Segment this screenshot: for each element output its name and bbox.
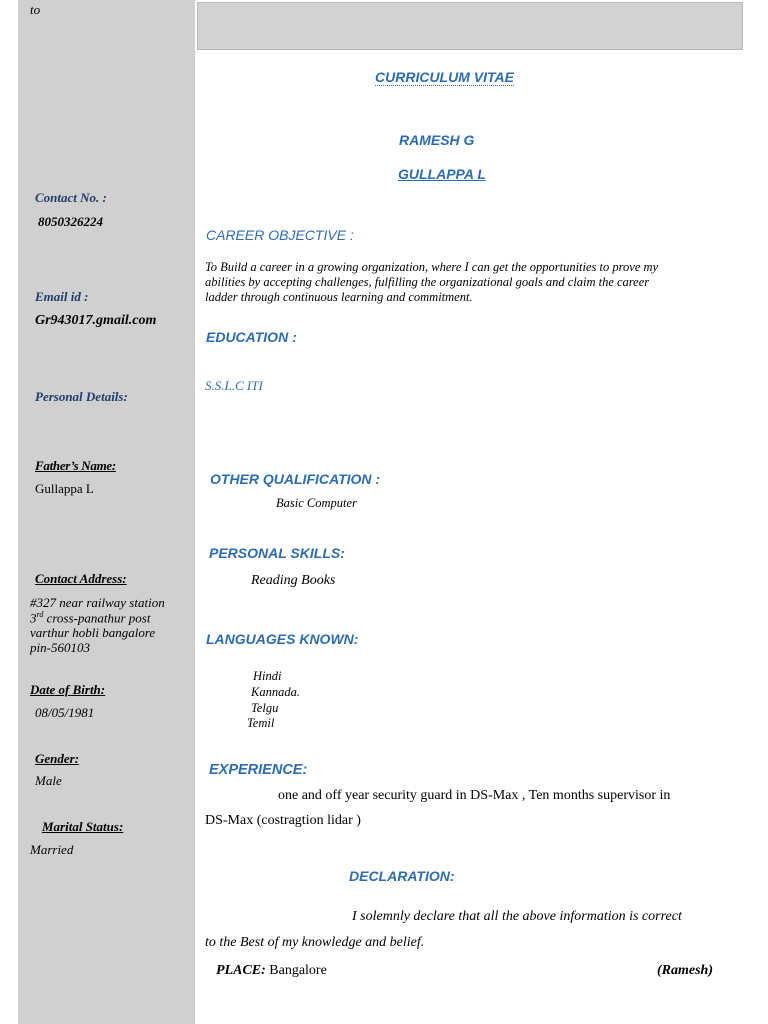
gender-value: Male bbox=[35, 773, 62, 788]
father-name-value: Gullappa L bbox=[35, 481, 94, 496]
header-banner bbox=[197, 2, 743, 50]
candidate-father-name: GULLAPPA L bbox=[398, 166, 486, 182]
candidate-name: RAMESH G bbox=[399, 132, 475, 148]
signature: (Ramesh) bbox=[657, 963, 713, 978]
education-value: S.S.L.C ITI bbox=[205, 378, 263, 393]
personal-skills-value: Reading Books bbox=[251, 573, 336, 588]
contact-label: Contact No. : bbox=[35, 190, 107, 205]
place-value: Bangalore bbox=[265, 963, 327, 978]
address-line-2: 3rd cross-panathur post bbox=[30, 610, 151, 626]
sidebar-top-text: to bbox=[30, 2, 41, 17]
marital-status-label: Marital Status: bbox=[42, 819, 124, 834]
language-item: Telgu bbox=[251, 701, 279, 715]
career-line-3: ladder through continuous learning and commitment. bbox=[205, 290, 473, 304]
other-qualification-value: Basic Computer bbox=[276, 496, 357, 510]
personal-details-label: Personal Details: bbox=[35, 389, 128, 404]
email-value: Gr943017.gmail.com bbox=[35, 313, 157, 328]
other-qualification-heading: OTHER QUALIFICATION : bbox=[210, 471, 381, 487]
father-name-label: Father’s Name: bbox=[35, 458, 116, 473]
place-label: PLACE: bbox=[216, 963, 266, 978]
language-item: Temil bbox=[247, 716, 275, 730]
declaration-line-1: I solemnly declare that all the above information is correct bbox=[352, 909, 682, 924]
experience-line-2: DS-Max (costragtion lidar ) bbox=[205, 813, 361, 828]
left-sidebar bbox=[18, 0, 195, 1024]
address-line-4: pin-560103 bbox=[30, 640, 90, 655]
gender-label: Gender: bbox=[35, 751, 80, 766]
marital-status-value: Married bbox=[30, 842, 74, 857]
declaration-line-2: to the Best of my knowledge and belief. bbox=[205, 935, 425, 950]
language-item: Hindi bbox=[253, 669, 282, 683]
dob-label: Date of Birth: bbox=[30, 682, 106, 697]
address-line-1: #327 near railway station bbox=[30, 595, 165, 610]
experience-line-1: one and off year security guard in DS-Max , Ten months supervisor in bbox=[278, 788, 671, 803]
language-item: Kannada. bbox=[251, 685, 300, 699]
address-line-3: varthur hobli bangalore bbox=[30, 625, 156, 640]
languages-heading: LANGUAGES KNOWN: bbox=[206, 631, 359, 647]
personal-skills-heading: PERSONAL SKILLS: bbox=[209, 545, 345, 561]
career-line-1: To Build a career in a growing organization, where I can get the opportunities to prove my bbox=[205, 260, 659, 274]
declaration-heading: DECLARATION: bbox=[349, 868, 455, 884]
document-title: CURRICULUM VITAE bbox=[375, 69, 514, 85]
experience-heading: EXPERIENCE: bbox=[209, 762, 308, 778]
dob-value: 08/05/1981 bbox=[35, 705, 95, 720]
contact-value: 8050326224 bbox=[38, 214, 103, 229]
career-line-2: abilities by accepting challenges, fulfilling the organizational goals and claim the career bbox=[205, 275, 650, 289]
career-objective-heading: CAREER OBJECTIVE : bbox=[206, 227, 354, 243]
contact-address-label: Contact Address: bbox=[35, 571, 127, 586]
education-heading: EDUCATION : bbox=[206, 329, 297, 345]
place-line bbox=[216, 963, 327, 979]
email-label: Email id : bbox=[35, 289, 89, 304]
